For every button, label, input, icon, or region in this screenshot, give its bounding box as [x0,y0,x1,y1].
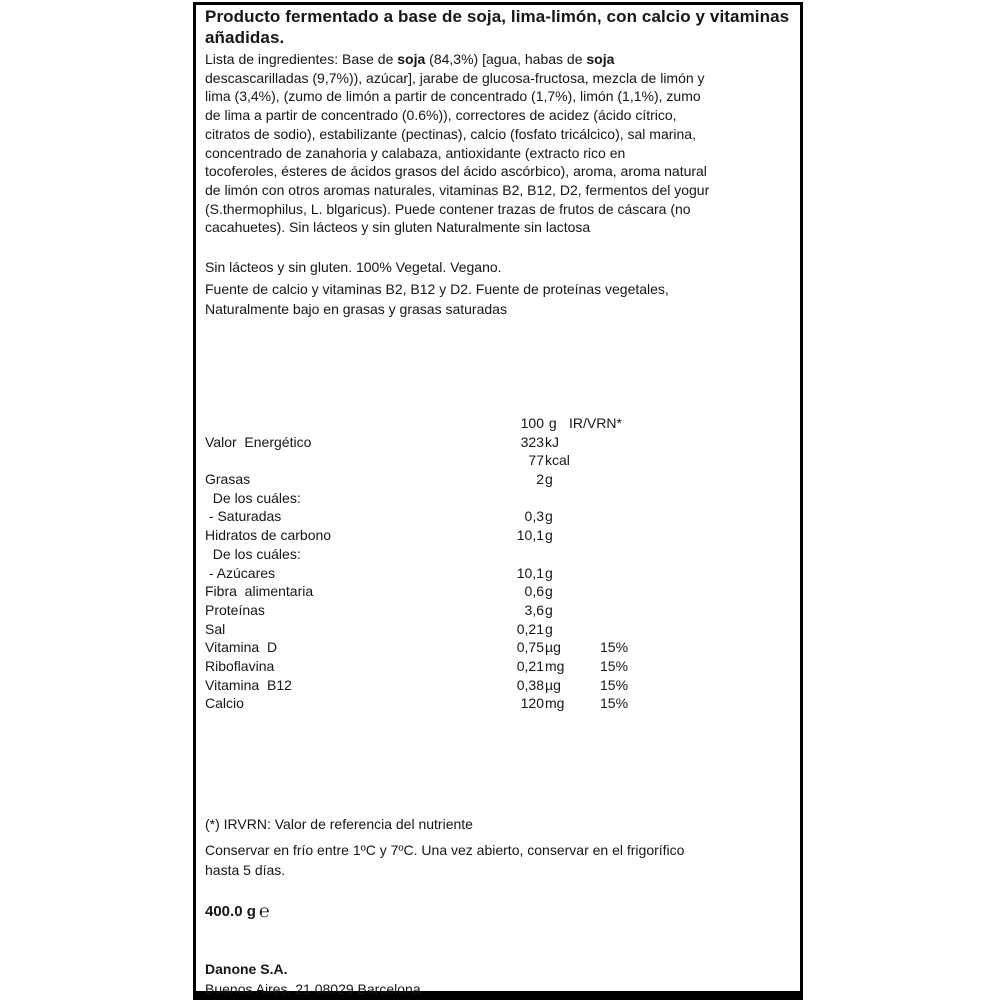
nutrition-row-unit: g [545,583,553,600]
nutrition-row-label: - Azúcares [205,564,276,581]
ingredient-text: (84,3%) [agua, habas de [425,51,587,67]
nutrition-row-unit: mg [545,657,565,674]
nutrition-header-amount: 100 [520,415,544,431]
nutrition-row-percent [600,545,799,564]
nutrition-row-label: Riboflavina [205,657,275,674]
nutrition-row-label: Vitamina B12 [205,676,292,693]
nutrition-row-label: Sal [205,620,226,637]
net-weight [205,901,270,922]
nutrition-claims [205,280,669,319]
manufacturer-address: Buenos Aires, 21 08029 Barcelona [205,980,421,997]
ingredient-text: cacahuetes). Sin lácteos y sin gluten Naturalmente sin lactosa [205,219,591,236]
nutrition-header-amount-unit: g [545,415,557,431]
ingredient-text: concentrado de zanahoria y calabaza, antioxidante (extracto rico en [205,144,626,161]
nutrition-claim-line: Naturalmente bajo en grasas y grasas saturadas [205,300,507,317]
nutrition-row-unit [544,489,600,508]
nutrition-row [205,638,799,657]
ingredients-paragraph [205,50,709,237]
nutrition-row-value: 0,75 [516,639,544,656]
ingredient-line [205,200,709,219]
nutrition-header-ir-label: IR/VRN* [569,415,622,431]
nutrition-row-unit: g [545,564,553,581]
estimated-sign: ℮ [258,901,270,921]
nutrition-row-percent [600,507,799,526]
nutrition-row-label: Calcio [205,695,244,712]
nutrition-row-value [475,545,544,564]
ingredient-line [205,106,709,125]
ingredient-line [205,69,709,88]
nutrition-header-ir-cell [569,414,799,433]
nutrition-row [205,657,799,676]
nutrition-row-unit: g [545,620,553,637]
nutrition-row-percent: 15% [600,657,629,674]
nutrition-row-percent [600,470,799,489]
nutrition-row-value: 0,38 [516,676,544,693]
net-weight-value: 400.0 g [205,903,256,920]
nutrition-row-label: Valor Energético [205,433,312,450]
ingredient-line [205,144,709,163]
nutrition-row-value: 10,1 [516,527,544,544]
nutrition-row-label: Grasas [205,471,251,488]
ingredient-line [205,125,709,144]
nutrition-row-unit: mg [545,695,565,712]
nutrition-row-unit: kJ [545,433,559,450]
ingredient-text: Lista de ingredientes: Base de [205,51,398,67]
nutrition-row-value: 323 [520,433,544,450]
nutrition-row-value: 120 [520,695,544,712]
nutrition-row-value: 3,6 [524,601,544,618]
nutrition-row-percent: 15% [600,676,629,693]
storage-line: hasta 5 días. [205,861,286,878]
nutrition-row-value: 0,6 [524,583,544,600]
ingredient-line [205,218,709,237]
nutrition-row [205,601,799,620]
nutrition-row-value [475,489,544,508]
nutrition-row-percent [600,620,799,639]
nutrition-row-value: 0,21 [516,620,544,637]
nutrition-row-percent [600,489,799,508]
reference-footnote: (*) IRVRN: Valor de referencia del nutriente [205,816,473,832]
ingredient-text: de lima a partir de concentrado (0.6%)), correctores de acidez (ácido cítrico, [205,107,677,124]
ingredient-text: tocoferoles, ésteres de ácidos grasos del ácido ascórbico), aroma, aroma natural [205,163,707,180]
nutrition-row [205,470,799,489]
nutrition-row-percent [600,433,799,452]
nutrition-header-spacer [205,414,475,433]
nutrition-row-label: - Saturadas [205,508,282,525]
nutrition-row [205,620,799,639]
nutrition-row-unit: µg [545,639,561,656]
nutrition-row-percent [600,564,799,583]
nutrition-row-unit [544,545,600,564]
nutrition-row-value: 2 [536,471,544,488]
nutrition-row [205,526,799,545]
nutrition-row [205,676,799,695]
nutrition-row [205,564,799,583]
ingredient-text: de limón con otros aromas naturales, vitaminas B2, B12, D2, fermentos del yogur [205,181,710,198]
ingredient-line [205,181,709,200]
nutrition-row-percent [600,451,799,470]
nutrition-row [205,451,799,470]
ingredient-text: (S.thermophilus, L. blgaricus). Puede contener trazas de frutos de cáscara (no [205,200,691,217]
nutrition-row-unit: g [545,601,553,618]
ingredient-line [205,50,709,69]
nutrition-row [205,433,799,452]
storage-line: Conservar en frío entre 1ºC y 7ºC. Una vez abierto, conservar en el frigorífico [205,842,685,858]
nutrition-row [205,489,799,508]
ingredient-text: lima (3,4%), (zumo de limón a partir de concentrado (1,7%), limón (1,1%), zumo [205,88,701,105]
nutrition-row [205,507,799,526]
label-frame [193,2,803,1000]
storage-instructions [205,841,684,880]
nutrition-row-unit: µg [545,676,561,693]
ingredient-emphasis: soja [397,51,426,67]
ingredient-emphasis: soja [586,51,615,67]
product-title: Producto fermentado a base de soja, lima-limón, con calcio y vitaminas añadidas. [205,7,790,47]
nutrition-row-value: 0,3 [524,508,544,525]
nutrition-row-unit: g [545,508,553,525]
nutrition-row-percent [600,526,799,545]
nutrition-row-value: 0,21 [516,657,544,674]
nutrition-row-value: 77 [528,452,544,469]
nutrition-row-unit: g [545,527,553,544]
nutrition-row-label [205,451,475,470]
dietary-claim: Sin lácteos y sin gluten. 100% Vegetal. Vegano. [205,259,502,275]
nutrition-row [205,694,799,713]
nutrition-row-label: Hidratos de carbono [205,527,332,544]
nutrition-row-unit: g [545,471,553,488]
nutrition-row [205,582,799,601]
ingredient-text: descascarilladas (9,7%)), azúcar], jarabe de glucosa-fructosa, mezcla de limón y [205,69,705,86]
nutrition-claim-line: Fuente de calcio y vitaminas B2, B12 y D2. Fuente de proteínas vegetales, [205,281,669,297]
nutrition-row-label: De los cuáles: [205,545,301,562]
ingredient-line [205,162,709,181]
nutrition-table [205,414,799,713]
nutrition-row-percent: 15% [600,639,629,656]
nutrition-header-row [205,414,799,433]
nutrition-row-label: De los cuáles: [205,489,301,506]
nutrition-row [205,545,799,564]
nutrition-row-percent [600,601,799,620]
nutrition-row-value: 10,1 [516,564,544,581]
nutrition-row-percent [600,582,799,601]
manufacturer-block [205,960,421,999]
nutrition-row-percent: 15% [600,695,629,712]
nutrition-row-label: Vitamina D [205,639,278,656]
nutrition-row-label: Fibra alimentaria [205,583,314,600]
manufacturer-name: Danone S.A. [205,961,288,977]
nutrition-row-label: Proteínas [205,601,265,618]
ingredient-text: citratos de sodio), estabilizante (pectinas), calcio (fosfato tricálcico), sal marina, [205,125,696,142]
ingredient-line [205,87,709,106]
nutrition-row-unit: kcal [545,452,570,469]
